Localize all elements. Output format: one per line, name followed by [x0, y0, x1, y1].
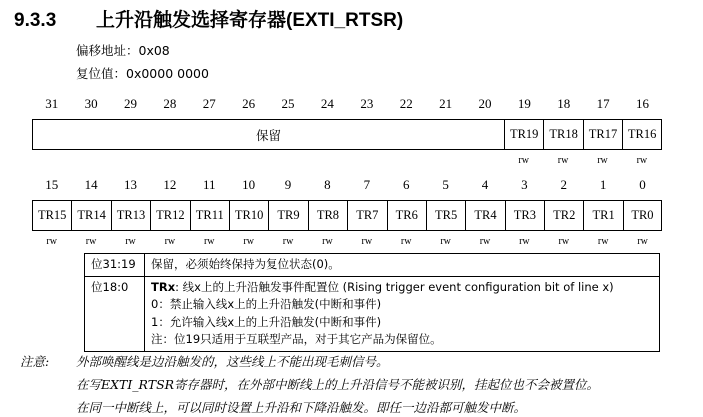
access-label: rw [637, 236, 648, 247]
bit-number: 30 [84, 96, 98, 111]
field-tr14: TR14 [72, 201, 111, 230]
field-tr13: TR13 [112, 201, 151, 230]
access-label: rw [636, 155, 648, 166]
description-line: 0：禁止输入线x上的上升沿触发(中断和事件) [151, 297, 382, 311]
access-label: rw [519, 236, 530, 247]
section-number: 9.3.3 [14, 10, 57, 31]
bit-number: 18 [557, 96, 571, 111]
bit-number: 19 [517, 96, 531, 111]
bit-number: 2 [560, 177, 568, 192]
field-tr11: TR11 [191, 201, 230, 230]
section-title [14, 5, 403, 32]
register-lower-row [32, 200, 662, 231]
reset-value: 复位值：0x0000 0000 [76, 66, 209, 81]
bit-number: 17 [596, 96, 610, 111]
field-tr10: TR10 [230, 201, 269, 230]
register-upper-row [32, 119, 662, 150]
field-tr12: TR12 [151, 201, 190, 230]
access-label: rw [440, 236, 451, 247]
bit-number: 31 [45, 96, 59, 111]
lower-access-row [32, 236, 662, 247]
bit-number: 14 [84, 177, 98, 192]
field-name: TRx [151, 279, 176, 294]
field-tr19: TR19 [505, 120, 544, 149]
field-tr6: TR6 [388, 201, 427, 230]
bit-number: 27 [202, 96, 216, 111]
section-heading: 上升沿触发选择寄存器(EXTI_RTSR) [96, 10, 404, 31]
field-tr2: TR2 [545, 201, 584, 230]
access-label: rw [557, 155, 569, 166]
field-summary: : 线x上的上升沿触发事件配置位 (Rising trigger event configuration bit of line x) [175, 279, 614, 294]
bit-number: 16 [636, 96, 650, 111]
field-tr18: TR18 [544, 120, 583, 149]
access-label: rw [282, 236, 294, 247]
field-tr3: TR3 [506, 201, 545, 230]
access-label: rw [400, 236, 412, 247]
bit-number: 8 [324, 177, 331, 192]
table-row [85, 276, 660, 351]
upper-bit-numbers [32, 96, 662, 112]
bit-number: 28 [163, 96, 177, 111]
bit-number: 13 [123, 177, 137, 192]
field-tr7: TR7 [348, 201, 387, 230]
note-line: 在同一中断线上，可以同时设置上升沿和下降沿触发。即任一边沿都可触发中断。 [76, 400, 527, 415]
bit-number: 4 [481, 177, 489, 192]
access-label: rw [243, 236, 254, 247]
access-label: rw [85, 236, 97, 247]
bit-number: 3 [521, 177, 528, 192]
bit-number: 0 [639, 177, 646, 192]
bit-number: 7 [363, 177, 371, 192]
field-tr15: TR15 [33, 201, 72, 230]
description-line: 注：位19只适用于互联型产品，对于其它产品为保留位。 [151, 332, 442, 346]
bit-number: 25 [281, 96, 295, 111]
field-tr1: TR1 [584, 201, 623, 230]
description-line: 1：允许输入线x上的上升沿触发(中断和事件) [151, 314, 382, 329]
access-label: rw [46, 236, 57, 247]
field-tr16: TR16 [627, 127, 657, 141]
bit-description [145, 254, 660, 277]
bit-number: 21 [439, 96, 453, 111]
field-tr0: TR0 [631, 208, 654, 222]
note-label: 注意: [20, 354, 50, 369]
upper-access-row [504, 155, 662, 166]
lower-bit-numbers [32, 177, 662, 193]
access-label: rw [322, 236, 333, 247]
access-label: rw [203, 236, 215, 247]
bit-number: 26 [242, 96, 256, 111]
offset-address: 偏移地址：0x08 [76, 43, 170, 58]
description-line [151, 279, 653, 297]
bit-number: 29 [123, 96, 137, 111]
access-label: rw [164, 236, 176, 247]
field-tr9: TR9 [269, 201, 308, 230]
bit-number: 11 [202, 177, 216, 192]
bit-number: 12 [163, 177, 177, 192]
bit-range-label: 位18:0 [85, 276, 145, 351]
access-label: rw [597, 155, 608, 166]
bit-number: 24 [320, 96, 334, 111]
bit-description [145, 276, 660, 351]
access-label: rw [518, 155, 529, 166]
access-label: rw [361, 236, 373, 247]
bit-number: 20 [478, 96, 492, 111]
bit-description-table [84, 253, 660, 352]
bit-number: 23 [360, 96, 374, 111]
bit-range-label: 位31:19 [85, 254, 145, 277]
bit-number: 6 [402, 177, 410, 192]
bit-number: 22 [399, 96, 413, 111]
access-label: rw [597, 236, 609, 247]
field-tr4: TR4 [466, 201, 505, 230]
bit-number: 5 [442, 177, 449, 192]
bit-number: 9 [284, 177, 292, 192]
bit-number: 10 [242, 177, 256, 192]
access-label: rw [479, 236, 491, 247]
description-line: 保留，必须始终保持为复位状态(0)。 [151, 257, 340, 271]
bit-number: 15 [45, 177, 59, 192]
note-line: 在写EXTI_RTSR寄存器时，在外部中断线上的上升沿信号不能被识别，挂起位也不会被置位。 [76, 377, 600, 392]
reserved-field: 保留 [33, 120, 505, 149]
access-label: rw [558, 236, 570, 247]
access-label: rw [125, 236, 136, 247]
table-row [85, 254, 660, 277]
note-line: 外部唤醒线是边沿触发的，这些线上不能出现毛刺信号。 [76, 354, 389, 369]
field-tr5: TR5 [427, 201, 466, 230]
field-tr8: TR8 [309, 201, 348, 230]
field-tr17: TR17 [584, 120, 623, 149]
bit-number: 1 [599, 177, 607, 192]
